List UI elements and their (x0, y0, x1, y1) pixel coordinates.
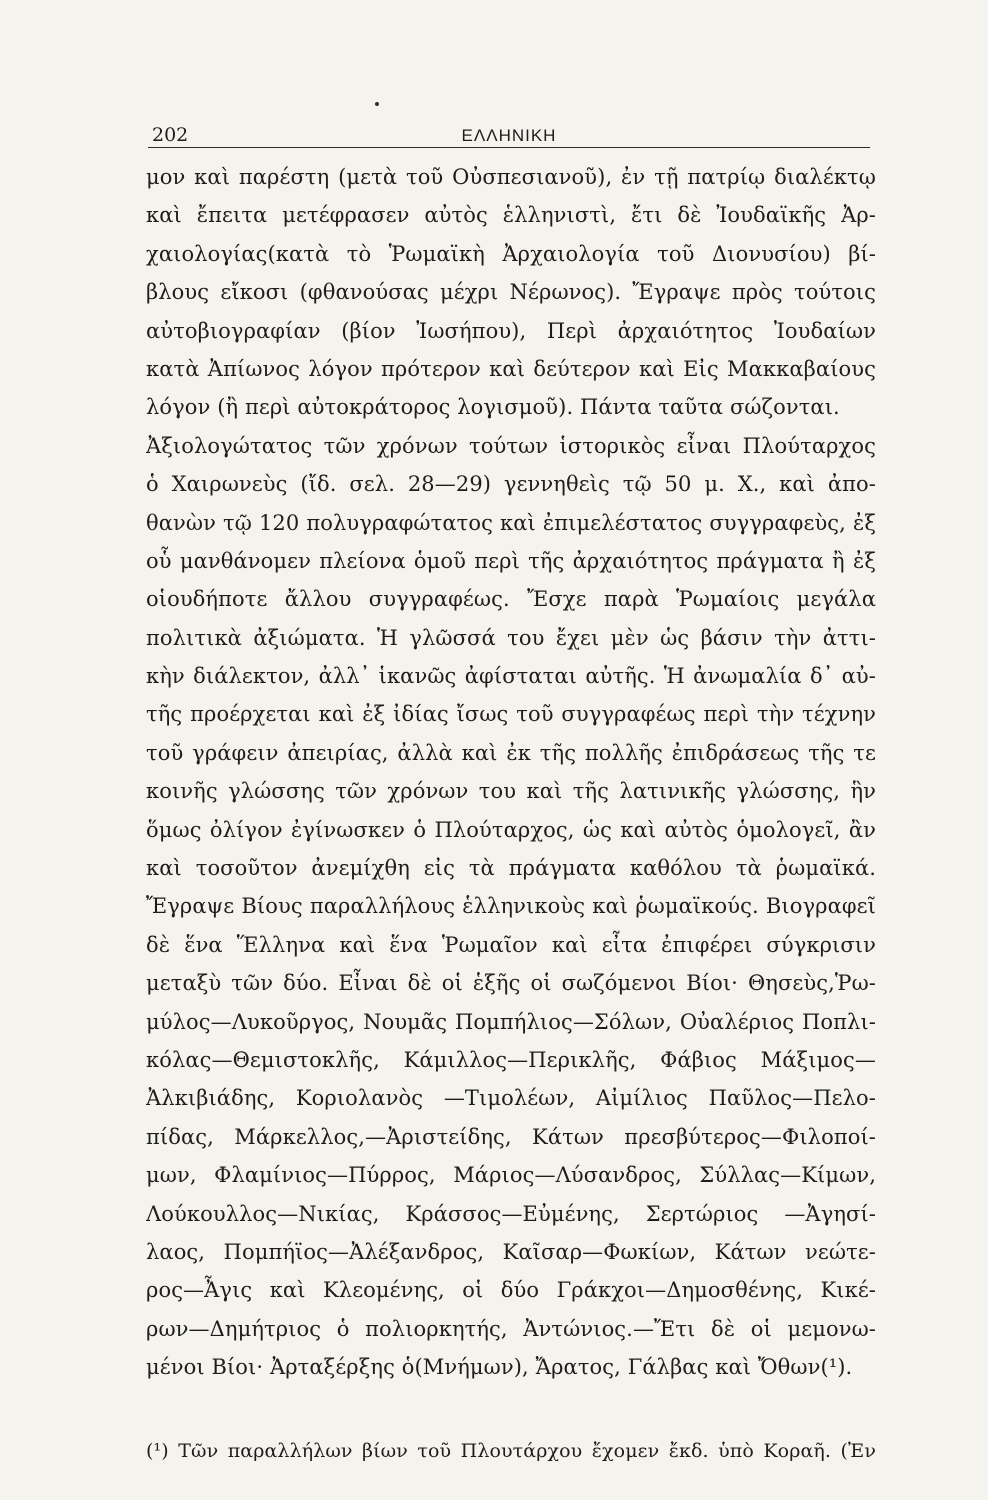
text-line: πίδας, Μάρκελλος,—Ἀριστείδης, Κάτων πρεσβύτερος—Φιλοποί- (146, 1124, 876, 1149)
text-line: λόγον (ἢ περὶ αὐτοκράτορος λογισμοῦ). Πάντα ταῦτα σώζονται. (146, 395, 840, 420)
text-line: μένοι Βίοι· Ἀρταξέρξης ὁ(Μνήμων), Ἄρατος, Γάλβας καὶ Ὄθων(¹). (146, 1355, 853, 1380)
text-line: κὴν διάλεκτον, ἀλλ᾽ ἱκανῶς ἀφίσταται αὐτῆς. Ἡ ἀνωμαλία δ᾽ αὐ- (146, 664, 876, 689)
body-text (146, 158, 876, 1387)
text-line: μύλος—Λυκοῦργος, Νουμᾶς Πομπήλιος—Σόλων, Οὐαλέριος Ποπλι- (146, 1009, 876, 1034)
text-line: τῆς προέρχεται καὶ ἐξ ἰδίας ἴσως τοῦ συγγραφέως περὶ τὴν τέχνην (146, 702, 876, 727)
text-line: ρων—Δημήτριος ὁ πολιορκητής, Ἀντώνιος.—Ἔτι δὲ οἱ μεμονω- (146, 1316, 876, 1341)
text-line: κοινῆς γλώσσης τῶν χρόνων του καὶ τῆς λατινικῆς γλώσσης, ἣν (146, 779, 876, 804)
text-line: δὲ ἕνα Ἕλληνα καὶ ἕνα Ῥωμαῖον καὶ εἶτα ἐπιφέρει σύγκρισιν (146, 932, 876, 957)
text-line: λαος, Πομπήϊος—Ἀλέξανδρος, Καῖσαρ—Φωκίων, Κάτων νεώτε- (146, 1239, 876, 1264)
text-line: θανὼν τῷ 120 πολυγραφώτατος καὶ ἐπιμελέστατος συγγραφεὺς, ἐξ (146, 510, 876, 535)
text-line: τοῦ γράφειν ἀπειρίας, ἀλλὰ καὶ ἐκ τῆς πολλῆς ἐπιδράσεως τῆς τε (146, 740, 876, 765)
text-line: πολιτικὰ ἀξιώματα. Ἡ γλῶσσά του ἔχει μὲν ὡς βάσιν τὴν ἀττι- (146, 625, 876, 650)
footnote (146, 1436, 876, 1466)
text-line: μων, Φλαμίνιος—Πύρρος, Μάριος—Λύσανδρος, Σύλλας—Κίμων, (146, 1163, 876, 1188)
text-line: μεταξὺ τῶν δύο. Εἶναι δὲ οἱ ἑξῆς οἱ σωζόμενοι Βίοι· Θησεὺς,Ῥω- (146, 971, 876, 996)
footnote-line: (¹) Τῶν παραλλήλων βίων τοῦ Πλουτάρχου ἔχομεν ἔκδ. ὑπὸ Κοραῆ. (Ἐν (146, 1440, 876, 1462)
text-line: καὶ ἔπειτα μετέφρασεν αὐτὸς ἑλληνιστὶ, ἔτι δὲ Ἰουδαϊκῆς Ἀρ- (146, 203, 876, 228)
text-line: Ἀλκιβιάδης, Κοριολανὸς —Τιμολέων, Αἰμίλιος Παῦλος—Πελο- (146, 1086, 876, 1111)
text-line: ὁ Χαιρωνεὺς (ἴδ. σελ. 28—29) γεννηθεὶς τῷ 50 μ. Χ., καὶ ἀπο- (146, 472, 876, 497)
text-line: αὐτοβιογραφίαν (βίον Ἰωσήπου), Περὶ ἀρχαιότητος Ἰουδαίων (146, 318, 876, 343)
text-line: ρος—Ἆγις καὶ Κλεομένης, οἱ δύο Γράκχοι—Δημοσθένης, Κικέ- (146, 1278, 876, 1303)
text-line: κατὰ Ἀπίωνος λόγον πρότερον καὶ δεύτερον καὶ Εἰς Μακκαβαίους (146, 356, 876, 381)
text-line: κόλας—Θεμιστοκλῆς, Κάμιλλος—Περικλῆς, Φάβιος Μάξιμος— (146, 1047, 876, 1072)
text-line: Ἀξιολογώτατος τῶν χρόνων τούτων ἱστορικὸς εἶναι Πλούταρχος (146, 433, 876, 458)
running-title: ΕΛΛΗΝΙΚΗ (461, 126, 557, 145)
header-rule (148, 147, 870, 148)
text-line: Ἔγραψε Βίους παραλλήλους ἑλληνικοὺς καὶ ῥωμαϊκούς. Βιογραφεῖ (146, 894, 876, 919)
text-line: καὶ τοσοῦτον ἀνεμίχθη εἰς τὰ πράγματα καθόλου τὰ ῥωμαϊκά. (146, 856, 876, 881)
text-line: ὅμως ὀλίγον ἐγίνωσκεν ὁ Πλούταρχος, ὡς καὶ αὐτὸς ὁμολογεῖ, ἂν (146, 817, 876, 842)
text-line: οὗ μανθάνομεν πλείονα ὁμοῦ περὶ τῆς ἀρχαιότητος πράγματα ἢ ἐξ (146, 548, 876, 573)
page-number: 202 (152, 124, 189, 146)
ink-dot (375, 102, 379, 106)
text-line: βλους εἴκοσι (φθανούσας μέχρι Νέρωνος). Ἔγραψε πρὸς τούτοις (146, 280, 876, 305)
text-line: Λούκουλλος—Νικίας, Κράσσος—Εὐμένης, Σερτώριος —Ἀγησί- (146, 1201, 876, 1226)
text-line: οἱουδήποτε ἄλλου συγγραφέως. Ἔσχε παρὰ Ῥωμαίοις μεγάλα (146, 587, 876, 612)
text-line: χαιολογίας(κατὰ τὸ Ῥωμαϊκὴ Ἀρχαιολογία τοῦ Διονυσίου) βί- (146, 241, 876, 266)
text-line: μον καὶ παρέστη (μετὰ τοῦ Οὐσπεσιανοῦ), ἐν τῇ πατρίῳ διαλέκτῳ (146, 165, 876, 189)
